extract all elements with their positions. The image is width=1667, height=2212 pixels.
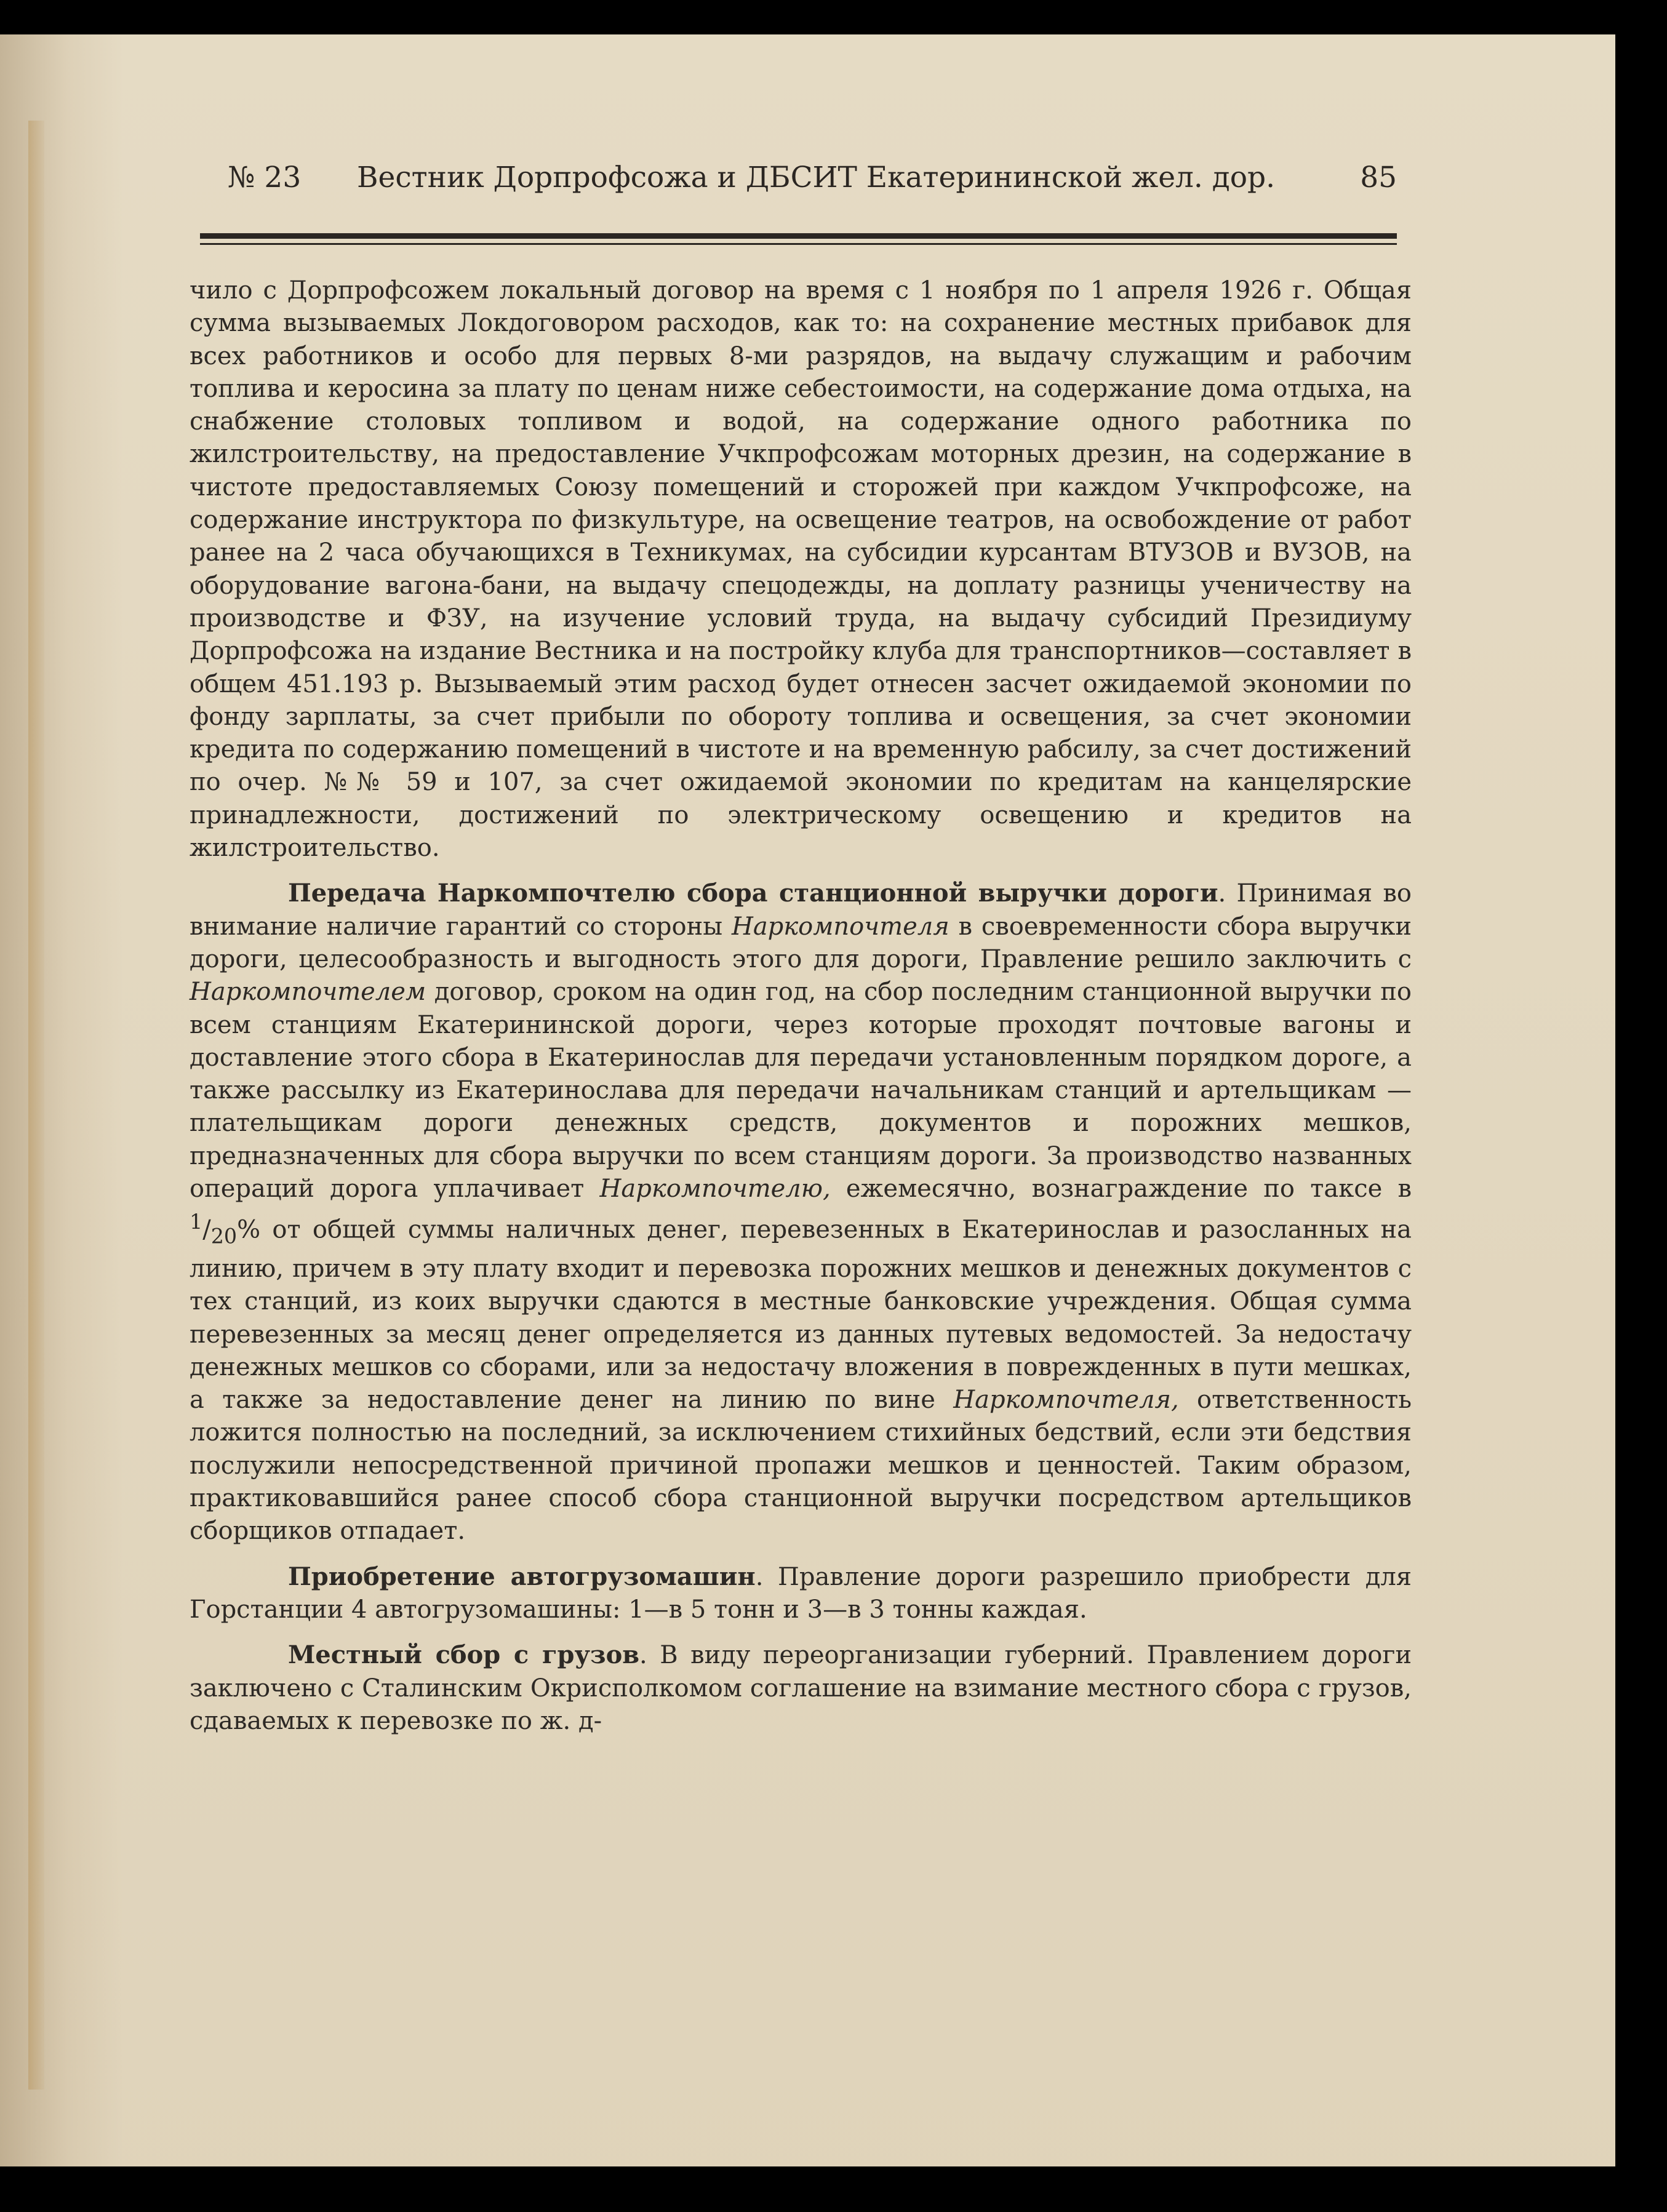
running-header [228, 161, 1397, 216]
section-heading: Приобретение автогрузомашин [288, 1562, 756, 1591]
paragraph-local-agreement: чило с Дорпрофсожем локальный договор на время с 1 ноября по 1 апреля 1926 г. Общая сумма вызываемых Локдоговором расходов, как то: на сохранение местных прибавок для всех работников и особо для первых 8-ми разрядов, на выдачу служащим и рабочим топлива и керосина за плату по ценам ниже себестоимости, на содержание дома отдыха, на снабжение столовых топливом и водой, на содержание одного работника по жилстроительству, на предоставление Учкпрофсожам моторных дрезин, на содержание в чистоте предоставляемых Союзу помещений и сторожей при каждом Учкпрофсоже, на содержание инструктора по физкультуре, на освещение театров, на освобождение от работ ранее на 2 часа обучающихся в Техникумах, на субсидии курсантам ВТУЗОВ и ВУЗОВ, на оборудование вагона-бани, на выдачу спецодежды, на доплату разницы ученичеству на производстве и ФЗУ, на изучение условий труда, на выдачу субсидий Президиуму Дорпрофсожа на издание Вестника и на постройку клуба для транспортников—составляет в общем 451.193 р. Вызываемый этим расход будет отнесен засчет ожидаемой экономии по фонду зарплаты, за счет прибыли по обороту топлива и освещения, за счет экономии кредита по содержанию помещений в чистоте и на временную рабсилу, за счет достижений по очер. №№ 59 и 107, за счет ожидаемой экономии по кредитам на канцелярские принадлежности, достижений по электрическому освещению и кредитов на жилстроительство. [190, 276, 1412, 863]
fraction-numerator: 1 [190, 1210, 203, 1234]
page-number: 85 [1360, 161, 1397, 194]
fraction-denominator: 20 [210, 1224, 238, 1248]
journal-title: Вестник Дорпрофсожа и ДБСИТ Екатерининской жел. дор. [357, 161, 1276, 194]
article-body [190, 274, 1412, 1738]
section-heading: Передача Наркомпочтелю сбора станционной выручки дороги [288, 879, 1218, 908]
header-rule-thick [200, 233, 1397, 239]
paragraph-local-levy: Местный сбор с грузов. В виду переорганизации губерний. Правлением дороги заключено с Сталинским Окрисполкомом соглашение на взимание местного сбора с грузов, сдаваемых к перевозке по ж. д- [190, 1640, 1412, 1735]
paragraph-narkompochtel: Передача Наркомпочтелю сбора станционной выручки дороги. Принимая во внимание наличие гарантий со стороны Наркомпочтеля в своевременности сбора выручки дороги, целесообразность и выгодность этого для дороги, Правление решило заключить с Наркомпочтелем договор, сроком на один год, на сбор последним станционной выручки по всем станциям Екатерининской дороги, через которые проходят почтовые вагоны и доставление этого сбора в Екатеринослав для передачи установленным порядком дороге, а также рассылку из Екатеринослава для передачи начальникам станций и артельщикам — плательщикам дороги денежных средств, документов и порожних мешков, предназначенных для сбора выручки по всем станциям дороги. За производство названных операций дорога уплачивает Наркомпочтелю, ежемесячно, вознаграждение по таксе в $^1/_{20}\%$ от общей суммы наличных денег, перевезенных в Екатеринослав и разосланных на линию, причем в эту плату входит и перевозка порожних мешков и денежных документов с тех станций, из коих выручки сдаются в местные банковские учреждения. Общая сумма перевезенных за месяц денег определяется из данных путевых ведомостей. За недостачу денежных мешков со сборами, или за недостачу вложения в поврежденных в пути мешках, а также за недоставление денег на линию по вине Наркомпочтеля, ответственность ложится полностью на последний, за исключением стихийных бедствий, если эти бедствия послужили непосредственной причиной пропажи мешков и ценностей. Таким образом, практиковавшийся ранее способ сбора станционной выручки посредством артельщиков сборщиков отпадает. [190, 879, 1412, 1546]
section-heading: Местный сбор с грузов [288, 1640, 640, 1670]
header-rule-thin [200, 243, 1397, 245]
paragraph-trucks: Приобретение автогрузомашин. Правление дороги разрешило приобрести для Горстанции 4 автогрузомашины: 1—в 5 тонн и 3—в 3 тонны каждая. [190, 1562, 1412, 1624]
issue-number: № 23 [228, 161, 302, 194]
page-edge-stain [28, 121, 44, 2090]
book-page [0, 34, 1615, 2166]
